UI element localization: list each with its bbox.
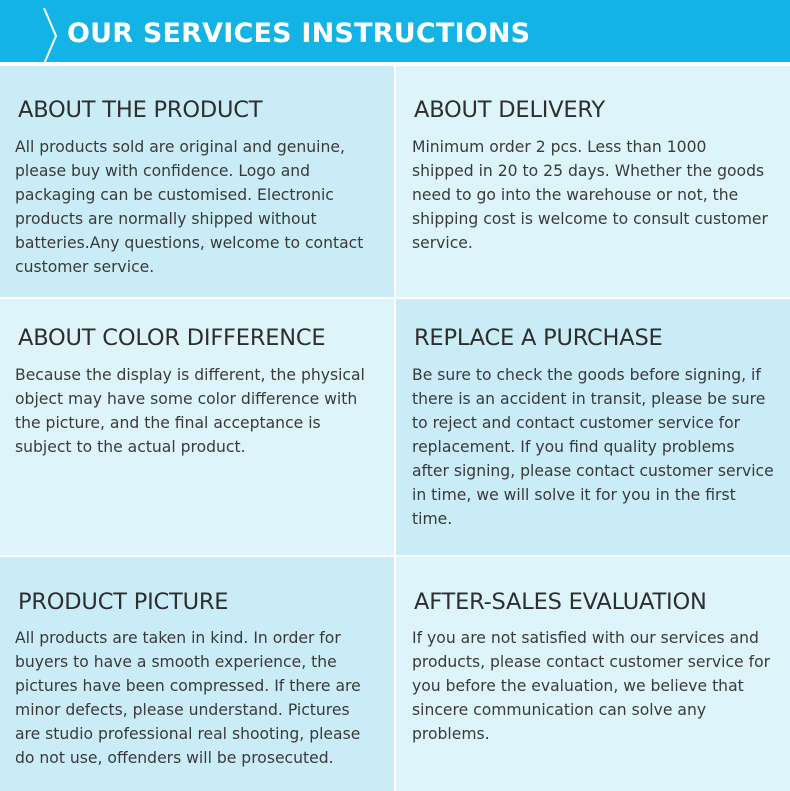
section-title: ABOUT COLOR DIFFERENCE bbox=[18, 325, 326, 351]
text-line: batteries.Any questions, welcome to contact bbox=[15, 234, 364, 252]
text-line: Be sure to check the goods before signing, if bbox=[412, 366, 761, 384]
text-line: do not use, offenders will be prosecuted. bbox=[15, 749, 334, 767]
section-about-delivery bbox=[396, 66, 790, 297]
text-line: minor defects, please understand. Pictures bbox=[15, 701, 350, 719]
chevron-right-icon bbox=[40, 6, 64, 66]
section-title: PRODUCT PICTURE bbox=[18, 589, 229, 615]
text-line: problems. bbox=[412, 725, 490, 743]
text-line: pictures have been compressed. If there are bbox=[15, 677, 361, 695]
text-line: subject to the actual product. bbox=[15, 438, 246, 456]
text-line: If you are not satisfied with our services and bbox=[412, 629, 759, 647]
section-replace-purchase bbox=[396, 299, 790, 555]
text-line: Because the display is different, the physical bbox=[15, 366, 365, 384]
text-line: Minimum order 2 pcs. Less than 1000 bbox=[412, 138, 707, 156]
text-line: products, please contact customer service for bbox=[412, 653, 771, 671]
header-banner bbox=[0, 0, 790, 62]
section-body bbox=[15, 363, 390, 459]
text-line: are studio professional real shooting, please bbox=[15, 725, 361, 743]
section-body bbox=[15, 626, 390, 770]
section-about-product bbox=[0, 66, 394, 297]
text-line: in time, we will solve it for you in the first bbox=[412, 486, 736, 504]
text-line: sincere communication can solve any bbox=[412, 701, 707, 719]
text-line: service. bbox=[412, 234, 473, 252]
text-line: time. bbox=[412, 510, 453, 528]
section-title: AFTER-SALES EVALUATION bbox=[414, 589, 707, 615]
section-product-picture bbox=[0, 557, 394, 791]
text-line: All products sold are original and genuine, bbox=[15, 138, 345, 156]
text-line: shipped in 20 to 25 days. Whether the goods bbox=[412, 162, 765, 180]
section-title: REPLACE A PURCHASE bbox=[414, 325, 663, 351]
page-title: OUR SERVICES INSTRUCTIONS bbox=[67, 18, 531, 49]
section-after-sales-evaluation bbox=[396, 557, 790, 791]
text-line: there is an accident in transit, please be sure bbox=[412, 390, 766, 408]
text-line: need to go into the warehouse or not, the bbox=[412, 186, 739, 204]
section-title: ABOUT DELIVERY bbox=[414, 97, 605, 123]
text-line: packaging can be customised. Electronic bbox=[15, 186, 334, 204]
text-line: after signing, please contact customer service bbox=[412, 462, 774, 480]
text-line: to reject and contact customer service for bbox=[412, 414, 741, 432]
text-line: replacement. If you find quality problems bbox=[412, 438, 735, 456]
section-body bbox=[15, 135, 390, 279]
text-line: buyers to have a smooth experience, the bbox=[15, 653, 337, 671]
text-line: shipping cost is welcome to consult customer bbox=[412, 210, 768, 228]
section-body bbox=[412, 135, 788, 255]
text-line: customer service. bbox=[15, 258, 155, 276]
section-title: ABOUT THE PRODUCT bbox=[18, 97, 263, 123]
text-line: the picture, and the final acceptance is bbox=[15, 414, 321, 432]
section-body bbox=[412, 363, 788, 531]
section-about-color-difference bbox=[0, 299, 394, 555]
text-line: products are normally shipped without bbox=[15, 210, 317, 228]
text-line: you before the evaluation, we believe that bbox=[412, 677, 744, 695]
text-line: All products are taken in kind. In order for bbox=[15, 629, 341, 647]
text-line: please buy with confidence. Logo and bbox=[15, 162, 311, 180]
section-body bbox=[412, 626, 788, 746]
text-line: object may have some color difference with bbox=[15, 390, 358, 408]
